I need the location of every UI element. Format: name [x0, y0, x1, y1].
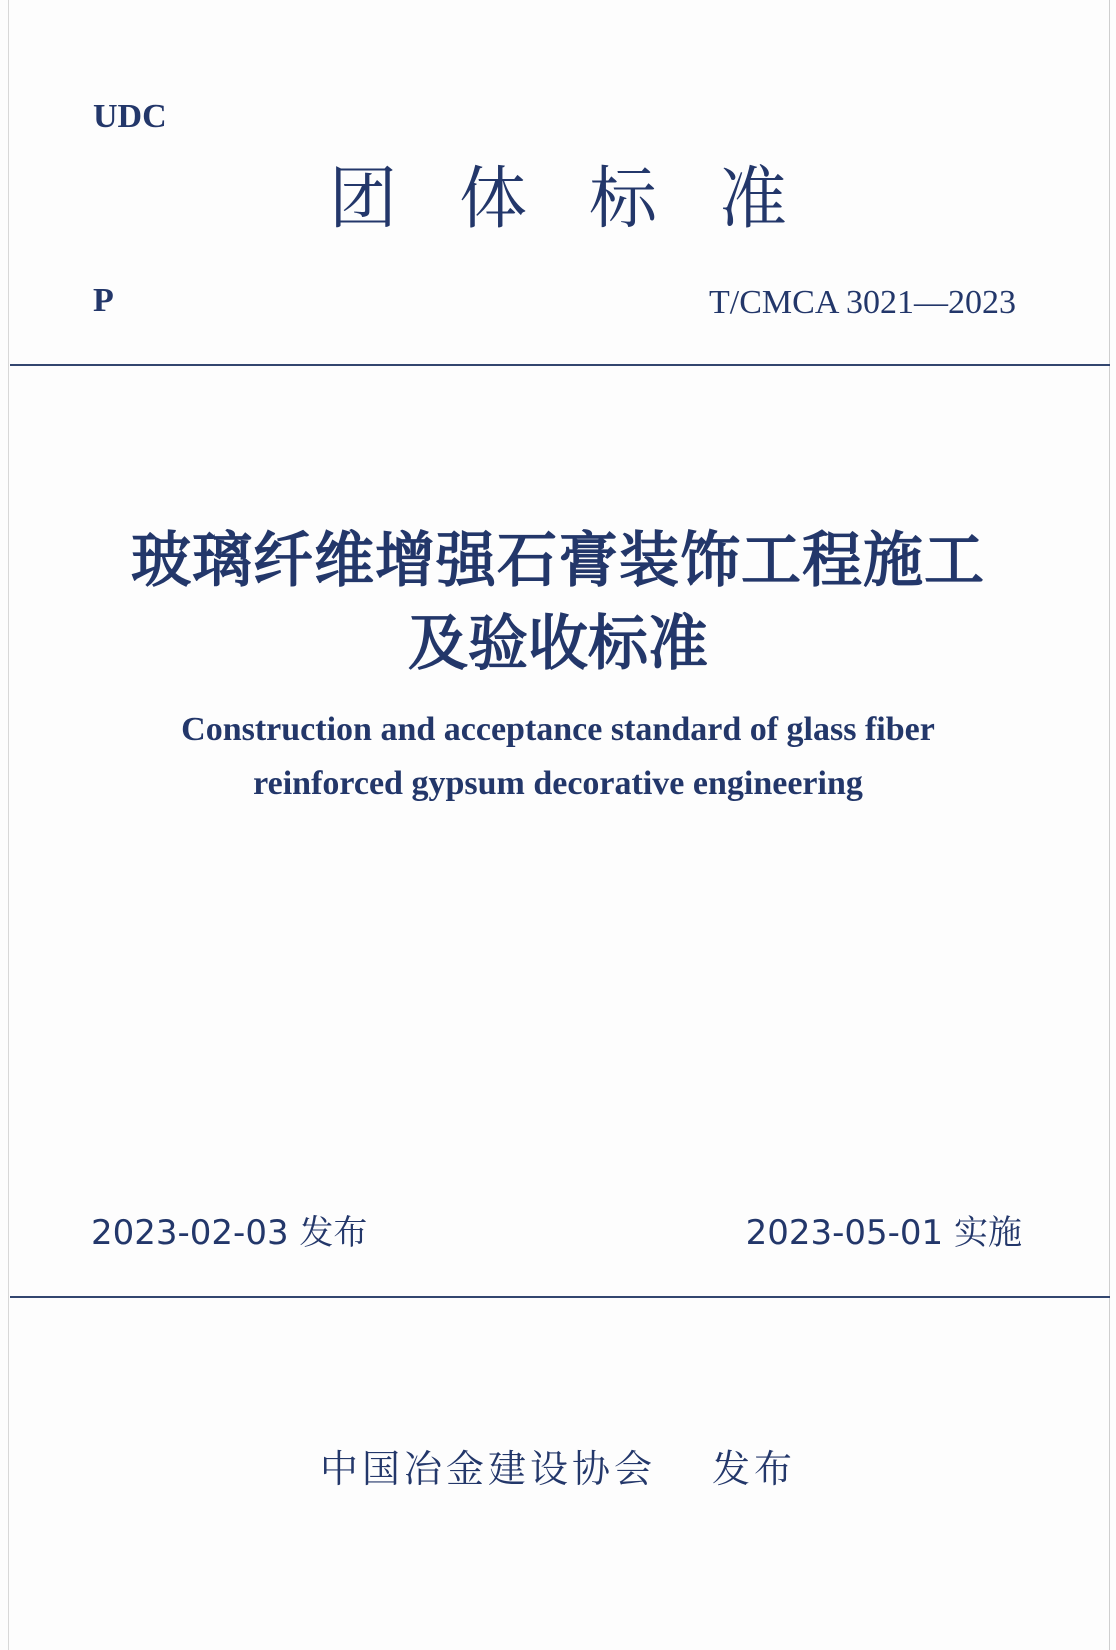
scan-edge-right — [1109, 0, 1110, 1650]
publisher-line — [0, 1438, 1116, 1493]
udc-label: UDC — [93, 98, 167, 135]
top-divider — [10, 364, 1110, 366]
standard-type-heading: 团体标准 — [328, 160, 849, 239]
publisher-action: 发布 — [712, 1447, 797, 1491]
classification-code: P — [93, 282, 114, 319]
english-title-line-2: reinforced gypsum decorative engineering — [253, 765, 863, 802]
chinese-title-line-1: 玻璃纤维增强石膏装饰工程施工 — [131, 526, 985, 596]
english-title-line-1: Construction and acceptance standard of glass fiber — [181, 711, 935, 748]
bottom-divider — [10, 1296, 1110, 1298]
implementation-date: 2023-05-01 实施 — [745, 1213, 1022, 1253]
scan-edge-left — [8, 0, 9, 1650]
chinese-title-line-2: 及验收标准 — [408, 609, 708, 679]
publisher-organization: 中国冶金建设协会 — [319, 1447, 656, 1491]
standard-number: T/CMCA 3021—2023 — [709, 284, 1016, 321]
issue-date: 2023-02-03 发布 — [91, 1213, 368, 1253]
